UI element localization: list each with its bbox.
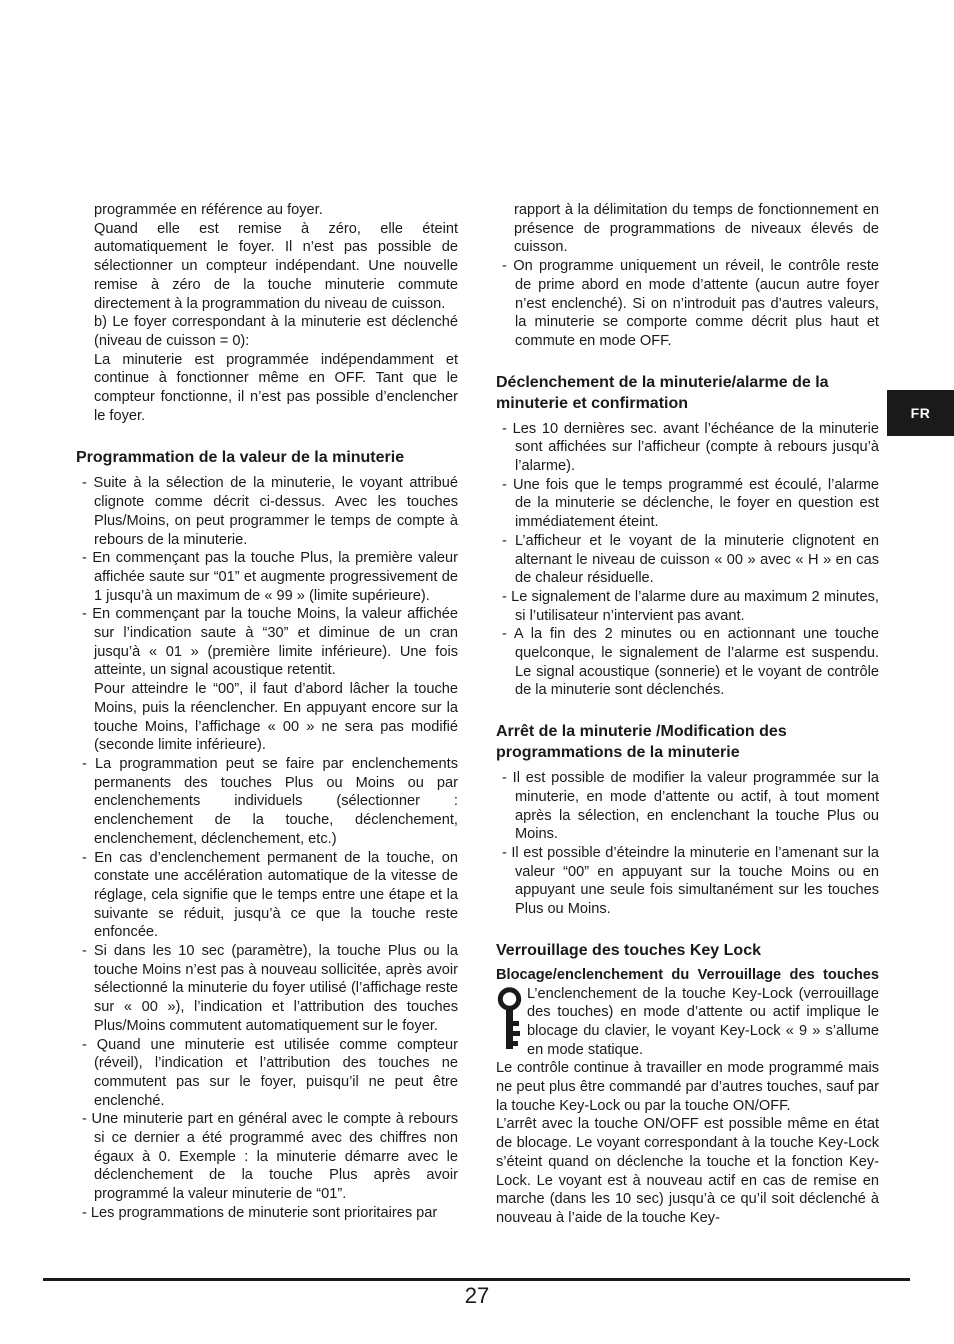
paragraph: L’enclenchement de la touche Key-Lock (verrouillage des touches) en mode d’attente ou actif implique le blocage du clavier, le voyant Key-Lock « 9 » s’allume en mode statique. xyxy=(527,985,879,1058)
paragraph: b) Le foyer correspondant à la minuterie est déclenché (niveau de cuisson = 0): xyxy=(94,314,458,349)
right-column xyxy=(496,201,879,1228)
list-item: - Une fois que le temps programmé est écoulé, l’alarme de la minuterie se déclenche, le foyer en question est immédiatement éteint. xyxy=(502,476,879,531)
key-lock-block xyxy=(496,985,879,1060)
list-item: - Le signalement de l’alarme dure au maximum 2 minutes, si l’utilisateur n’intervient pas avant. xyxy=(502,588,879,624)
list-item: - A la fin des 2 minutes ou en actionnant une touche quelconque, le signalement de l’alarme est suspendu. Le signal acoustique (sonnerie) et le voyant de contrôle de la minuterie sont déclenchés. xyxy=(502,626,879,699)
list-item: - Si dans les 10 sec (paramètre), la touche Plus ou la touche Moins n’est pas à nouveau sollicitée, après avoir sélectionné la minuterie du foyer utilisé (l’affichage reste sur « 00 »), l’indication et l’attribution des touches Plus/Moins commutent automatiquement sur le foyer. xyxy=(82,943,458,1034)
list-item: - La programmation peut se faire par enclenchements permanents des touches Plus ou Moins ou par enclenchements individuels (sélectionner : enclenchement de la touche, déclenchement, enclenchement, déclenchement, etc.) xyxy=(82,755,458,847)
list-item: - Quand une minuterie est utilisée comme compteur (réveil), l’indication et l’attribution des touches ne commutent pas sur le foyer, puisqu’il ne peut être enclenché. xyxy=(82,1036,458,1109)
list-item: - En cas d’enclenchement permanent de la touche, on constate une accélération automatique de la vitesse de réglage, cela signifie que le temps entre une étape et la suivante se réduit, jusqu’à ce que la touche reste enfoncée. xyxy=(82,849,458,941)
paragraph: Quand elle est remise à zéro, elle éteint automatiquement le foyer. Il n’est pas possible de sélectionner un compteur indépendant. Une nouvelle remise à zéro de la touche minuterie commute directement à la programmation du niveau de cuisson. xyxy=(94,220,458,312)
list-item: - En commençant pas la touche Plus, la première valeur affichée saute sur “01” et augmente progressivement de 1 jusqu’à un maximum de « 99 » (limite supérieure). xyxy=(82,550,458,604)
key-icon xyxy=(497,987,522,1051)
section-heading: Déclenchement de la minuterie/alarme de la minuterie et confirmation xyxy=(496,373,829,412)
list-item: - Une minuterie part en général avec le compte à rebours si ce dernier a été programmé avec des chiffres non égaux à 0. Exemple : la minuterie démarre avec le déclenchement de la touche Plus après avoir programmé la valeur minuterie de “01”. xyxy=(82,1111,458,1203)
list-item: - Les 10 dernières sec. avant l’échéance de la minuterie sont affichées sur l’afficheur (compte à rebours jusqu’à l’alarme). xyxy=(502,420,879,475)
list-item: - Les programmations de minuterie sont prioritaires par xyxy=(82,1204,438,1221)
subheading: Blocage/enclenchement du Verrouillage des touches xyxy=(496,966,879,983)
list-item: - On programme uniquement un réveil, le contrôle reste de prime abord en mode d’attente (aucun autre foyer n’est enclenché). Si on n’introduit pas d’autres valeurs, la minuterie se comporte comme décrit plus haut et commute en mode OFF. xyxy=(502,258,879,349)
section-heading: Arrêt de la minuterie /Modification des programmations de la minuterie xyxy=(496,723,787,762)
page-number: 27 xyxy=(464,1283,490,1308)
paragraph: programmée en référence au foyer. xyxy=(94,202,323,218)
section-heading: Programmation de la valeur de la minuterie xyxy=(76,449,405,467)
paragraph: La minuterie est programmée indépendamment et continue à fonctionner même en OFF. Tant que le compteur fonctionne, il n’est pas possible d’enclencher le foyer. xyxy=(94,351,458,424)
list-item: - Il est possible d’éteindre la minuterie en l’amenant sur la valeur “00” en appuyant sur la touche Moins ou en appuyant une seule fois simultanément sur les touches Plus ou Moins. xyxy=(502,844,879,918)
list-item: - En commençant par la touche Moins, la valeur affichée sur l’indication saute à “30” et diminue de un cran jusqu’à « 01 » (première limite inférieure). Une fois atteinte, un signal acoustique retentit. xyxy=(82,606,458,679)
paragraph: rapport à la délimitation du temps de fonctionnement en présence de programmations de niveaux élevés de cuisson. xyxy=(514,202,879,256)
list-item-continuation: Pour atteindre le “00”, il faut d’abord lâcher la touche Moins, puis la réenclencher. En appuyant encore sur la touche Moins, l’affichage « 00 » ne sera pas modifié (seconde limite inférieure). xyxy=(94,681,458,754)
language-tab: FR xyxy=(887,390,954,436)
paragraph: L’arrêt avec la touche ON/OFF est possible même en état de blocage. Le voyant correspondant à la touche Key-Lock s’éteint quand on déclenche la touche et la fonction Key-Lock. Le voyant est à nouveau actif en cas de remise en marche (dans les 10 sec) jusqu’à ce qu’il soit déclenché à nouveau à l’aide de la touche Key- xyxy=(496,1116,879,1226)
left-column xyxy=(76,201,458,1223)
section-heading: Verrouillage des touches Key Lock xyxy=(496,941,761,959)
list-item: - Suite à la sélection de la minuterie, le voyant attribué clignote comme décrit ci-dessus. Avec les touches Plus/Moins, on peut programmer le temps de compte à rebours de la minuterie. xyxy=(82,475,458,548)
list-item: - L’afficheur et le voyant de la minuterie clignotent en alternant le niveau de cuisson « 00 » avec « H » en cas de chaleur résiduelle. xyxy=(502,532,879,587)
paragraph: Le contrôle continue à travailler en mode programmé mais ne peut plus être commandé par d’autres touches, sauf par la touche Key-Lock ou par la touche ON/OFF. xyxy=(496,1060,879,1114)
footer-rule xyxy=(43,1278,910,1281)
list-item: - Il est possible de modifier la valeur programmée sur la minuterie, en mode d’attente ou actif, à tout moment après la sélection, en enclenchant la touche Plus ou Moins. xyxy=(502,770,879,843)
